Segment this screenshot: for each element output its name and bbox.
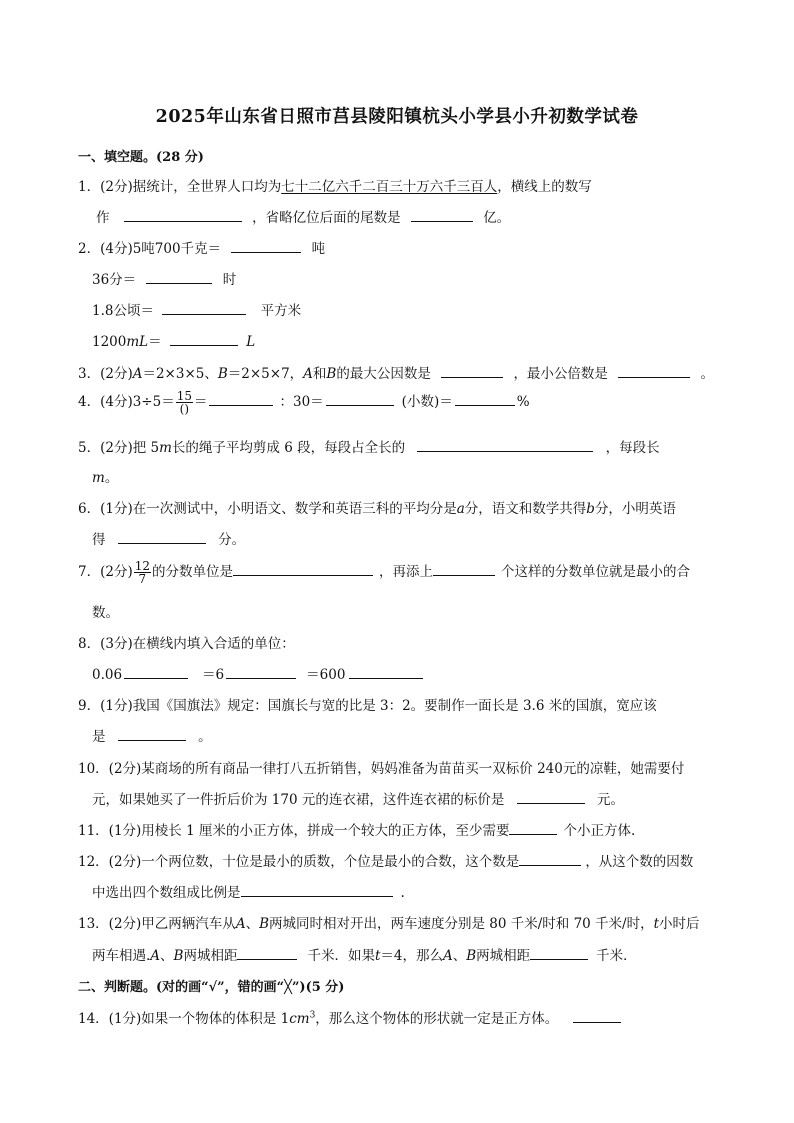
- answer-blank[interactable]: [162, 300, 246, 315]
- question-9: 9．(1分)我国《国旗法》规定：国旗长与宽的比是 3：2。要制作一面长是 3.6 米的国旗，宽应该: [78, 698, 657, 714]
- question-1-cont: 作 ，省略亿位后面的尾数是 亿。: [96, 206, 510, 226]
- question-8-cont: 0.06 ＝6 ＝600: [92, 663, 423, 683]
- answer-blank[interactable]: [433, 561, 495, 576]
- answer-blank[interactable]: [573, 1008, 621, 1023]
- question-2: 2．(4分)5吨700千克＝ 吨: [78, 237, 325, 257]
- answer-blank[interactable]: [241, 882, 393, 897]
- fraction: $\frac{15}{()}$: [176, 389, 192, 416]
- question-12-cont: 中选出四个数组成比例是 .: [92, 881, 405, 901]
- question-11: 11．(1分)用棱长 1 厘米的小正方体，拼成一个较大的正方体，至少需要 个小正方体.: [78, 819, 635, 839]
- question-4: 4．(4分)3÷5＝ $\frac{15}{()}$ ＝ ：30＝ (小数)＝ %: [78, 389, 530, 416]
- question-6: 6．(1分)在一次测试中，小明语文、数学和英语三科的平均分是a分，语文和数学共得b分，小明英语: [78, 501, 676, 517]
- answer-blank[interactable]: [226, 664, 296, 679]
- answer-blank[interactable]: [237, 945, 297, 960]
- answer-blank[interactable]: [326, 391, 394, 406]
- answer-blank[interactable]: [509, 820, 557, 835]
- answer-blank[interactable]: [349, 664, 423, 679]
- question-2-line-2: 36分＝ 时: [92, 268, 236, 288]
- section-heading-true-false: 二、判断题。(对的画“√”，错的画“╳”)(5 分): [78, 980, 345, 995]
- answer-blank[interactable]: [124, 664, 188, 679]
- answer-blank[interactable]: [441, 363, 503, 378]
- answer-blank[interactable]: [146, 269, 212, 284]
- question-2-line-3: 1.8公顷＝ 平方米: [92, 299, 301, 319]
- question-10-cont: 元，如果她买了一件折后价为 170 元的连衣裙，这件连衣裙的标价是 元。: [92, 788, 624, 808]
- question-14: 14．(1分)如果一个物体的体积是 $1cm^3$，那么这个物体的形状就一定是正方体。: [78, 1007, 621, 1027]
- answer-blank[interactable]: [209, 391, 273, 406]
- question-9-cont: 是 。: [92, 725, 212, 745]
- section-heading-fill-in: 一、填空题。(28 分): [78, 150, 204, 165]
- question-1: 1．(2分)据统计，全世界人口均为七十二亿六千二百三十万六千三百人，横线上的数写: [78, 179, 592, 195]
- answer-blank[interactable]: [411, 207, 473, 222]
- question-2-line-4: 1200mL＝ L: [92, 330, 255, 350]
- answer-blank[interactable]: [170, 331, 238, 346]
- question-7: 7．(2分) $\frac{12}{7}$ 的分数单位是 ，再添上 个这样的分数单位就是最小的合: [78, 559, 690, 586]
- question-8: 8．(3分)在横线内填入合适的单位：: [78, 636, 295, 652]
- question-12: 12．(2分)一个两位数，十位是最小的质数，个位是最小的合数，这个数是 ，从这个数的因数: [78, 850, 693, 870]
- question-5: 5．(2分)把 5m长的绳子平均剪成 6 段，每段占全长的 ，每段长: [78, 436, 660, 456]
- question-13: 13．(2分)甲乙两辆汽车从A、B两城同时相对开出，两车速度分别是 80 千米/时和 70 千米/时，t小时后: [78, 916, 700, 932]
- underlined-number-words: 七十二亿六千二百三十万六千三百人: [281, 179, 498, 195]
- answer-blank[interactable]: [231, 238, 301, 253]
- fraction: $\frac{12}{7}$: [134, 559, 150, 586]
- answer-blank[interactable]: [455, 391, 515, 406]
- answer-blank[interactable]: [417, 437, 593, 452]
- answer-blank[interactable]: [618, 363, 690, 378]
- answer-blank[interactable]: [118, 726, 186, 741]
- answer-blank[interactable]: [519, 851, 581, 866]
- question-13-cont: 两车相遇.A、B两城相距 千米．如果t＝4，那么A、B两城相距 千米．: [92, 944, 637, 964]
- question-7-cont: 数。: [92, 605, 119, 621]
- answer-blank[interactable]: [118, 529, 206, 544]
- answer-blank[interactable]: [530, 945, 588, 960]
- answer-blank[interactable]: [233, 561, 373, 576]
- answer-blank[interactable]: [124, 207, 242, 222]
- question-6-cont: 得 分。: [92, 528, 245, 548]
- question-3: 3．(2分)A＝2×3×5、B＝2×5×7，A和B的最大公因数是 ，最小公倍数是 。: [78, 362, 714, 382]
- question-10: 10．(2分)某商场的所有商品一律打八五折销售，妈妈准备为苗苗买一双标价 240元的凉鞋，她需要付: [78, 761, 685, 777]
- question-5-cont: m。: [92, 470, 119, 486]
- answer-blank[interactable]: [517, 789, 585, 804]
- page-title: 2025年山东省日照市莒县陵阳镇杭头小学县小升初数学试卷: [155, 107, 639, 127]
